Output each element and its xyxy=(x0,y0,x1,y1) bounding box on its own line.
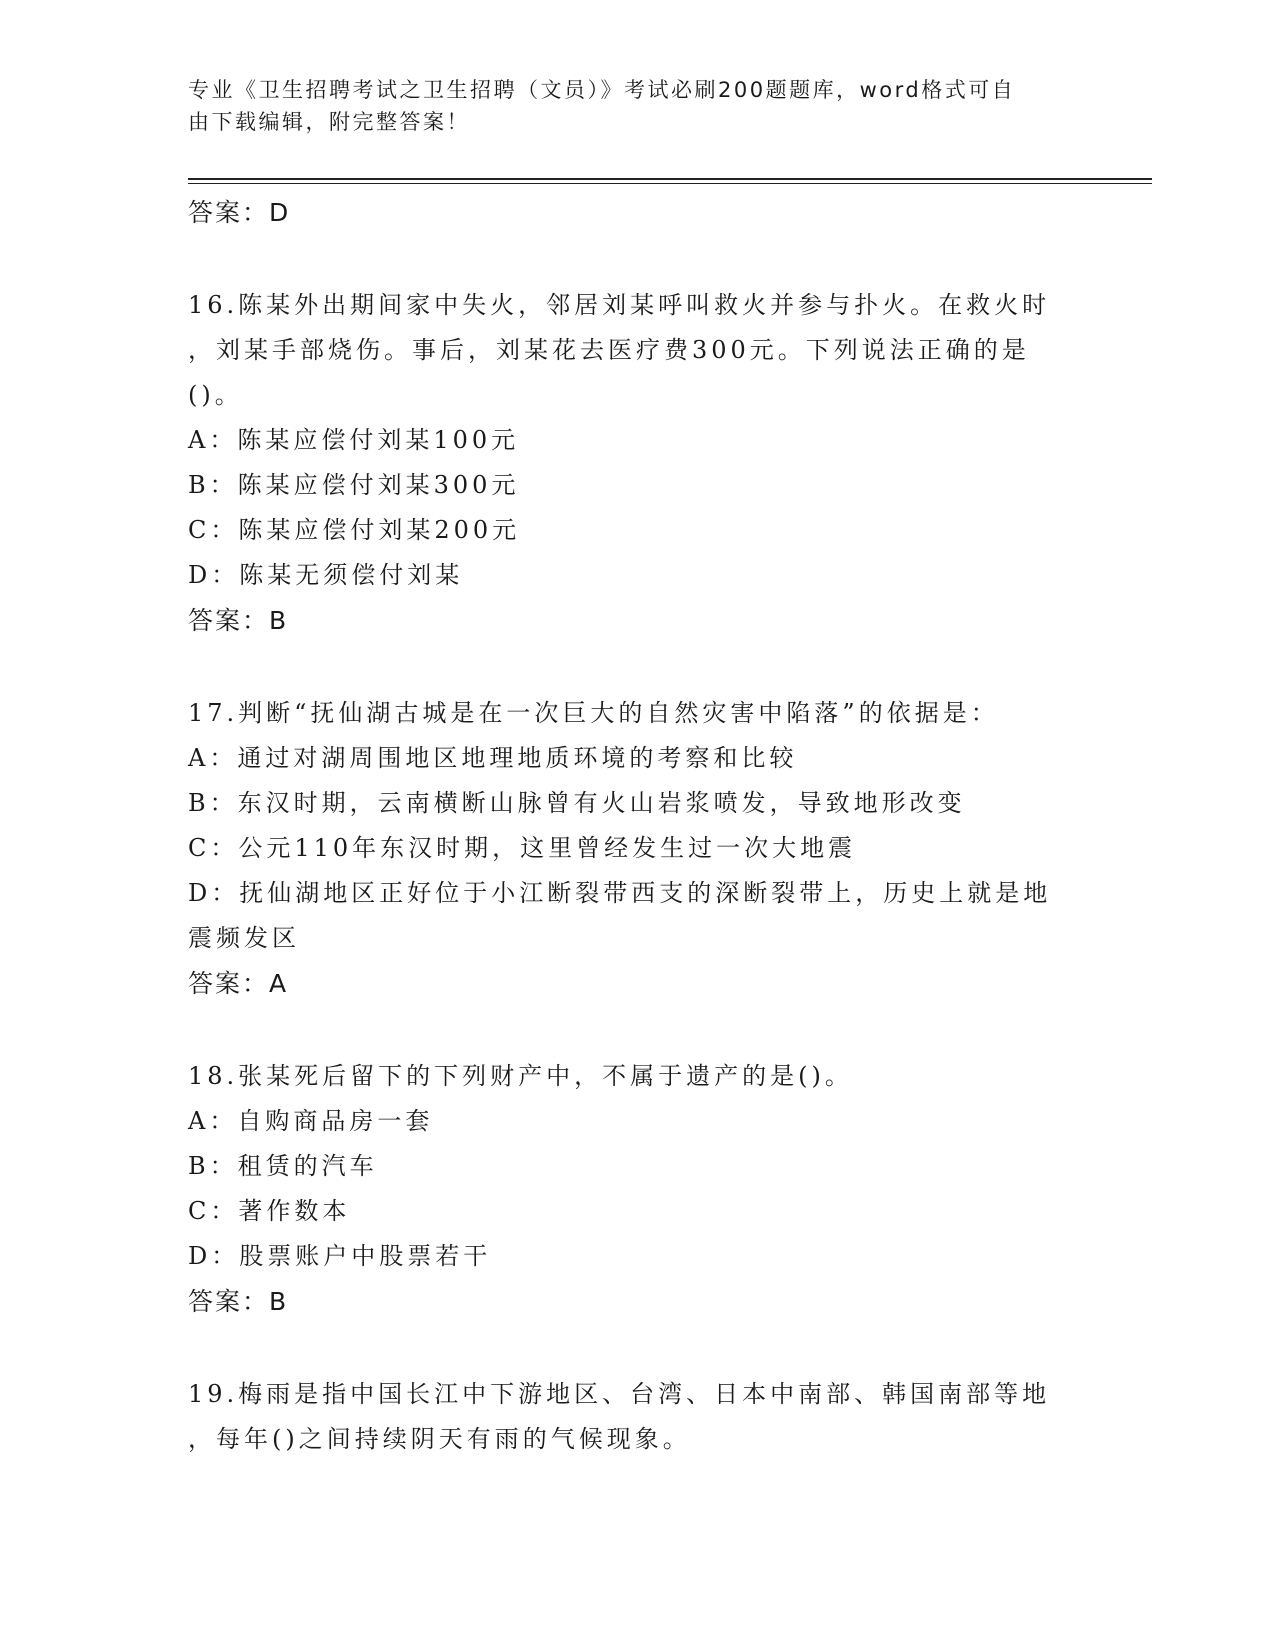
option-d: D：抚仙湖地区正好位于小江断裂带西支的深断裂带上，历史上就是地 xyxy=(188,879,1052,907)
question-stem-line: 17.判断“抚仙湖古城是在一次巨大的自然灾害中陷落”的依据是： xyxy=(188,699,999,727)
option-c: C：著作数本 xyxy=(188,1197,351,1225)
option-a: A：自购商品房一套 xyxy=(188,1107,434,1135)
answer-q16: 答案：B xyxy=(188,606,289,635)
option-a: A：陈某应偿付刘某100元 xyxy=(188,426,520,454)
option-d: D：陈某无须偿付刘某 xyxy=(188,561,464,589)
option-d-continued: 震频发区 xyxy=(188,924,300,952)
option-b: B：陈某应偿付刘某300元 xyxy=(188,471,520,499)
document-body xyxy=(188,190,1088,1462)
question-18 xyxy=(188,1054,1088,1324)
spacer xyxy=(188,643,1088,691)
question-stem-line: ，每年()之间持续阴天有雨的气候现象。 xyxy=(188,1425,691,1453)
question-stem-line: 18.张某死后留下的下列财产中，不属于遗产的是()。 xyxy=(188,1062,853,1090)
option-d: D：股票账户中股票若干 xyxy=(188,1242,492,1270)
answer-q17: 答案：A xyxy=(188,969,289,998)
option-b: B：东汉时期，云南横断山脉曾有火山岩浆喷发，导致地形改变 xyxy=(188,789,966,817)
question-19 xyxy=(188,1372,1088,1462)
question-stem-line: 16.陈某外出期间家中失火，邻居刘某呼叫救火并参与扑火。在救火时 xyxy=(188,291,1051,319)
option-a: A：通过对湖周围地区地理地质环境的考察和比较 xyxy=(188,744,798,772)
question-stem-line: ，刘某手部烧伤。事后，刘某花去医疗费300元。下列说法正确的是 xyxy=(188,336,1030,364)
question-stem-line: ()。 xyxy=(188,381,243,409)
question-stem-line: 19.梅雨是指中国长江中下游地区、台湾、日本中南部、韩国南部等地 xyxy=(188,1380,1051,1408)
spacer xyxy=(188,1324,1088,1372)
answer-q18: 答案：B xyxy=(188,1287,289,1316)
option-b: B：租赁的汽车 xyxy=(188,1152,378,1180)
question-17 xyxy=(188,691,1088,1006)
document-header xyxy=(188,74,1078,138)
option-c: C：陈某应偿付刘某200元 xyxy=(188,516,521,544)
option-c: C：公元110年东汉时期，这里曾经发生过一次大地震 xyxy=(188,834,857,862)
spacer xyxy=(188,1006,1088,1054)
header-rule-thick xyxy=(188,178,1152,180)
answer-q15: 答案：D xyxy=(188,198,291,227)
spacer xyxy=(188,235,1088,283)
header-line-1: 专业《卫生招聘考试之卫生招聘（文员）》考试必刷200题题库，word格式可自 xyxy=(188,78,1016,102)
header-rule-thin xyxy=(188,183,1152,184)
header-line-2: 由下载编辑，附完整答案！ xyxy=(188,110,470,134)
question-16 xyxy=(188,283,1088,643)
